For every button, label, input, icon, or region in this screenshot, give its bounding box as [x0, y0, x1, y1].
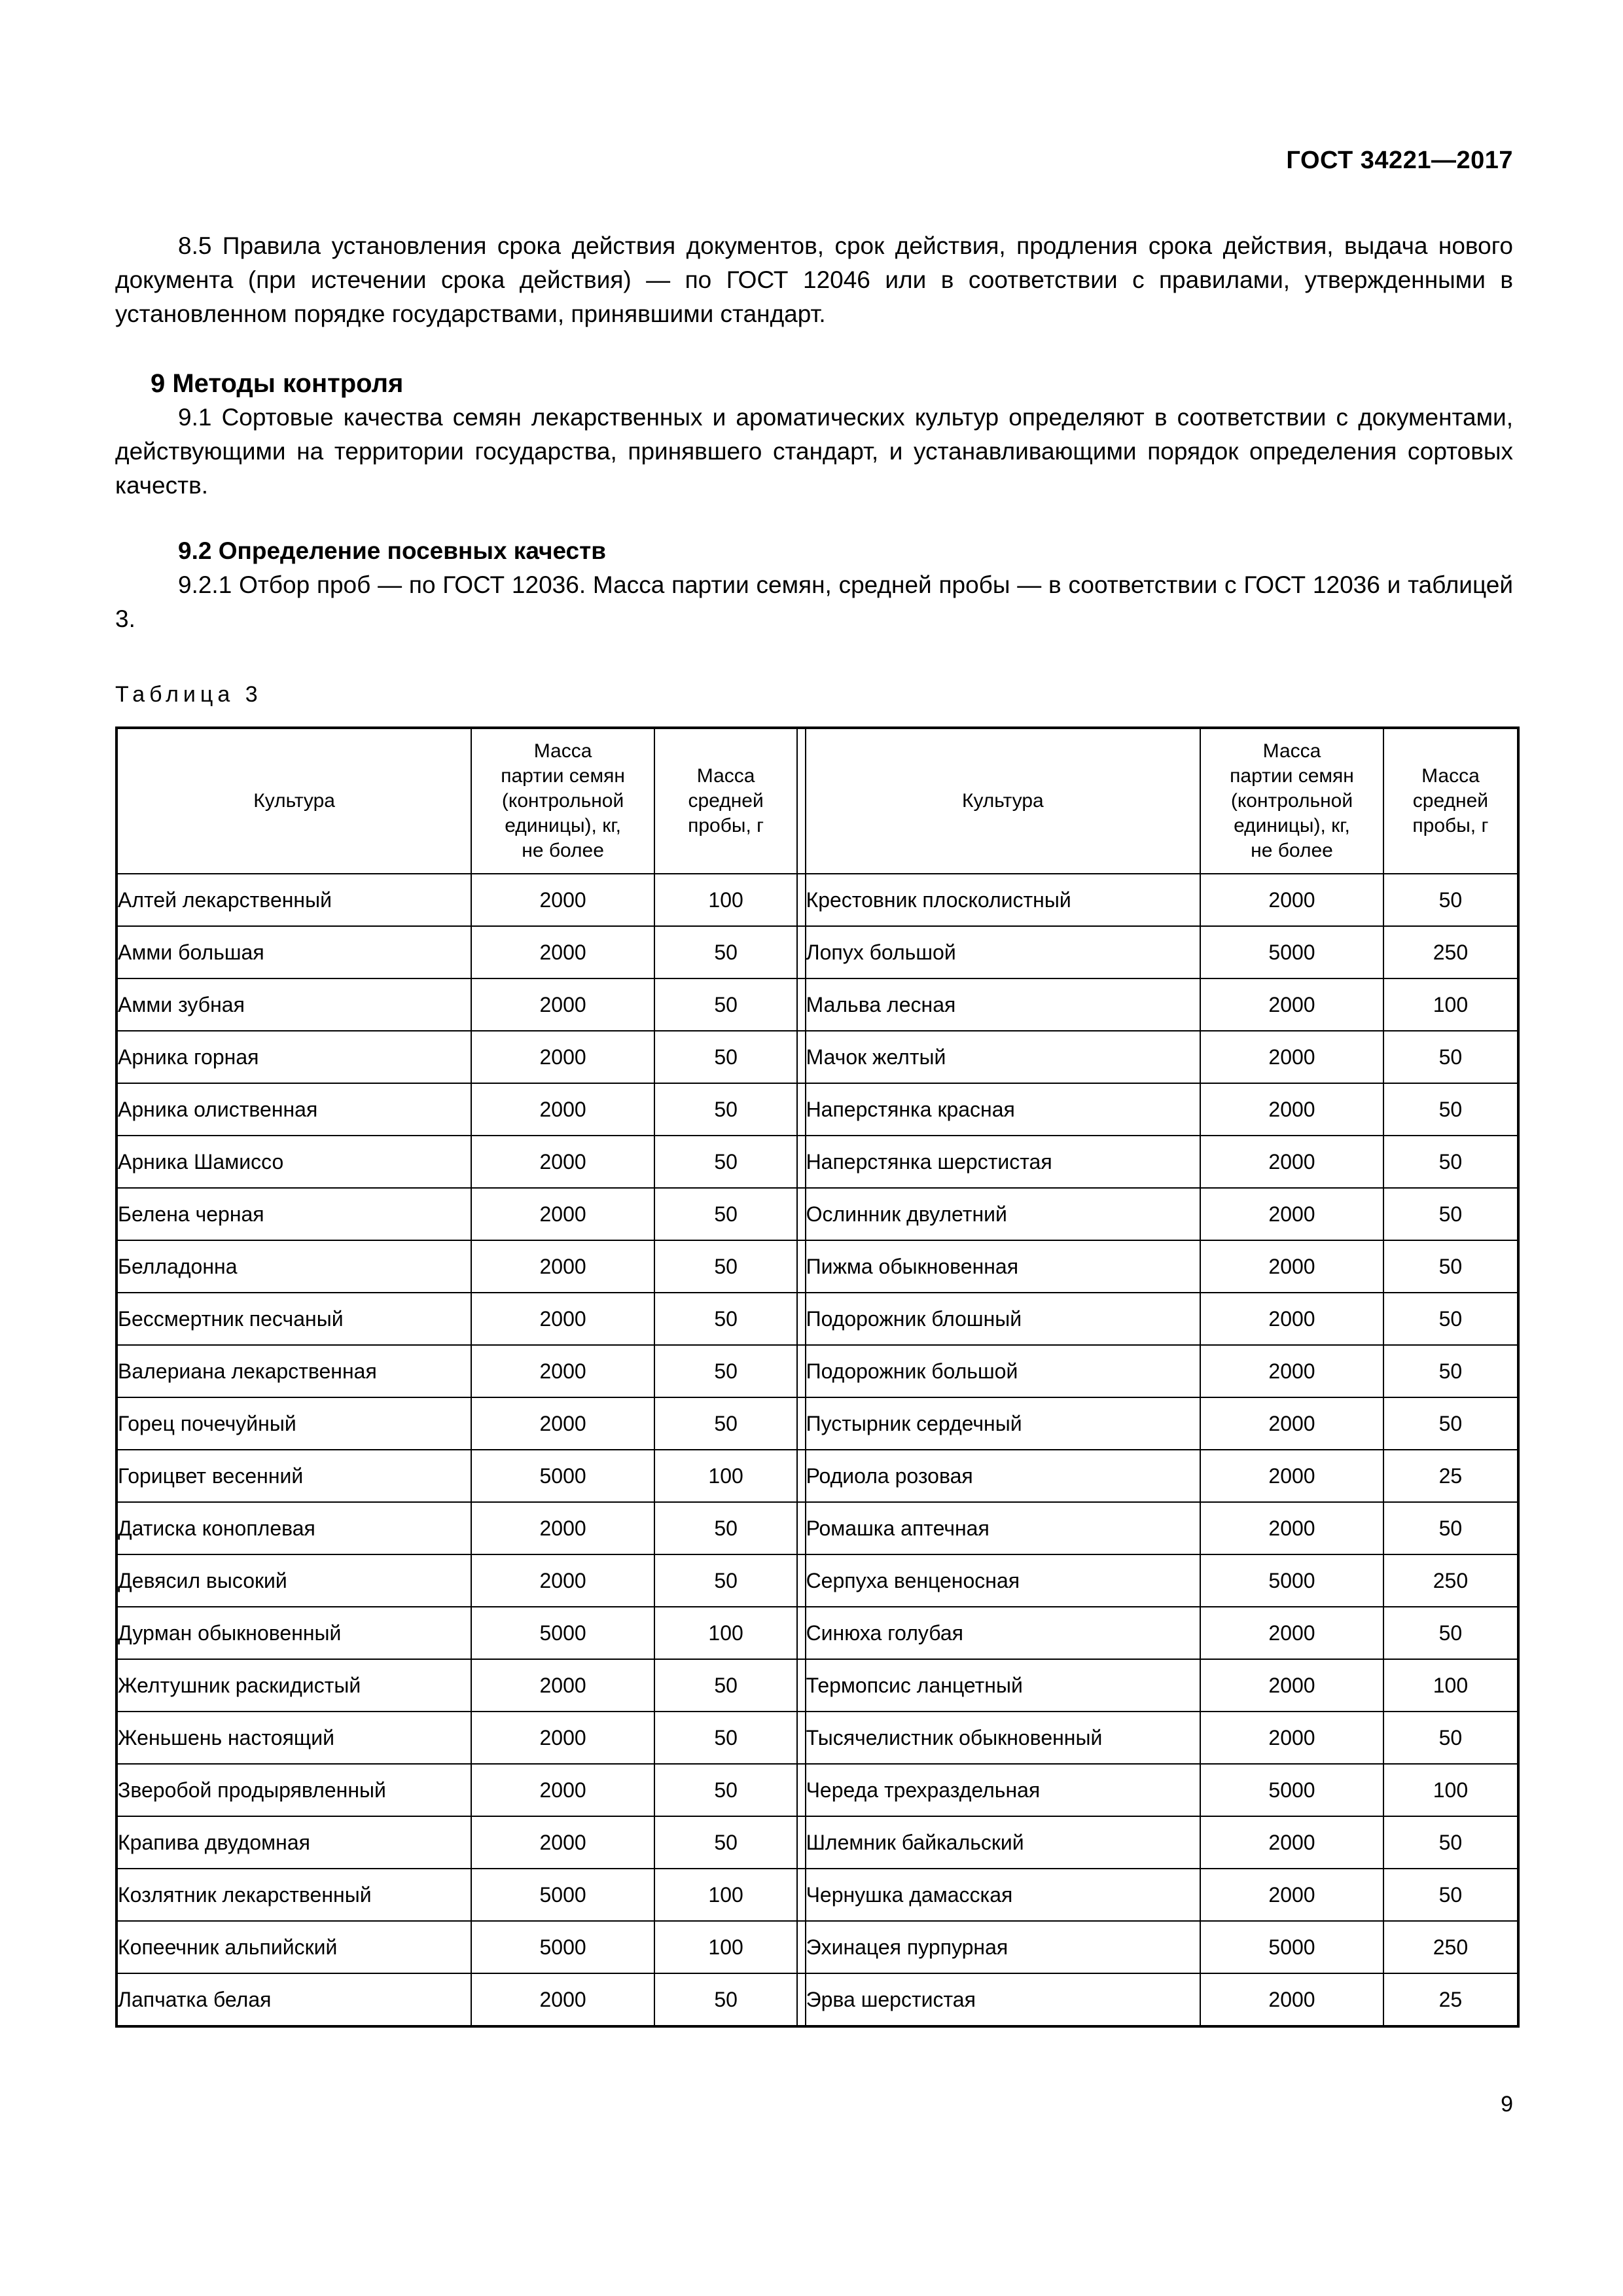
cell-culture-right: Родиола розовая — [806, 1450, 1201, 1502]
cell-mass-lot-left: 2000 — [471, 1816, 654, 1869]
cell-culture-right: Мачок желтый — [806, 1031, 1201, 1083]
table-center-divider — [797, 1083, 805, 1136]
cell-culture-right: Наперстянка красная — [806, 1083, 1201, 1136]
cell-culture-left: Копеечник альпийский — [116, 1921, 471, 1973]
table-center-divider — [797, 1450, 805, 1502]
cell-mass-sample-left: 50 — [654, 1502, 797, 1554]
cell-culture-left: Козлятник лекарственный — [116, 1869, 471, 1921]
cell-mass-sample-right: 100 — [1383, 1659, 1518, 1712]
cell-culture-right: Лопух большой — [806, 926, 1201, 978]
cell-culture-left: Лапчатка белая — [116, 1973, 471, 2026]
cell-mass-lot-right: 2000 — [1200, 1450, 1383, 1502]
cell-mass-lot-right: 2000 — [1200, 1502, 1383, 1554]
cell-culture-left: Арника Шамиссо — [116, 1136, 471, 1188]
cell-mass-sample-right: 50 — [1383, 1083, 1518, 1136]
subsection-heading-9-2: 9.2 Определение посевных качеств — [178, 537, 606, 564]
table-row — [116, 1450, 1518, 1502]
cell-mass-lot-right: 2000 — [1200, 1973, 1383, 2026]
cell-mass-sample-left: 50 — [654, 1554, 797, 1607]
header-line: (контрольной — [1230, 790, 1353, 812]
cell-mass-lot-left: 2000 — [471, 1136, 654, 1188]
column-header-mass-sample-left — [654, 728, 797, 874]
cell-mass-sample-right: 50 — [1383, 1031, 1518, 1083]
cell-mass-lot-left: 2000 — [471, 1345, 654, 1397]
cell-culture-right: Пижма обыкновенная — [806, 1240, 1201, 1293]
header-line: Масса — [1421, 765, 1480, 787]
cell-mass-sample-right: 250 — [1383, 1554, 1518, 1607]
cell-mass-lot-left: 2000 — [471, 1502, 654, 1554]
document-header-standard-id: ГОСТ 34221—2017 — [1286, 147, 1513, 174]
cell-culture-left: Амми зубная — [116, 978, 471, 1031]
table-center-divider — [797, 978, 805, 1031]
header-line: пробы, г — [688, 815, 764, 836]
cell-mass-lot-right: 2000 — [1200, 1659, 1383, 1712]
cell-mass-sample-right: 50 — [1383, 1816, 1518, 1869]
table-center-divider — [797, 1502, 805, 1554]
table-row — [116, 926, 1518, 978]
column-header-mass-lot-left — [471, 728, 654, 874]
paragraph-9-2-1: 9.2.1 Отбор проб — по ГОСТ 12036. Масса партии семян, средней пробы — в соответствии с ГОСТ 12036 и таблицей 3. — [115, 571, 1513, 632]
table-center-divider — [797, 1188, 805, 1240]
cell-mass-lot-right: 2000 — [1200, 874, 1383, 926]
table-row — [116, 1921, 1518, 1973]
cell-mass-sample-right: 25 — [1383, 1973, 1518, 2026]
cell-mass-sample-right: 100 — [1383, 1764, 1518, 1816]
table-center-divider — [797, 1764, 805, 1816]
cell-mass-lot-left: 2000 — [471, 1240, 654, 1293]
cell-mass-sample-left: 50 — [654, 1397, 797, 1450]
paragraph-9-1: 9.1 Сортовые качества семян лекарственных и ароматических культур определяют в соответствии с документами, действующими на территории государства, принявшего стандарт, и устанавливающими порядок определения сортовых качеств. — [115, 404, 1513, 499]
table-row — [116, 1345, 1518, 1397]
cell-culture-left: Горицвет весенний — [116, 1450, 471, 1502]
cell-mass-lot-left: 2000 — [471, 874, 654, 926]
cell-mass-lot-right: 2000 — [1200, 1607, 1383, 1659]
cell-mass-sample-left: 100 — [654, 1869, 797, 1921]
cell-mass-sample-left: 50 — [654, 1188, 797, 1240]
cell-culture-right: Термопсис ланцетный — [806, 1659, 1201, 1712]
cell-culture-right: Эхинацея пурпурная — [806, 1921, 1201, 1973]
cell-culture-left: Датиска коноплевая — [116, 1502, 471, 1554]
table-center-divider — [797, 1712, 805, 1764]
cell-mass-lot-left: 2000 — [471, 1083, 654, 1136]
cell-mass-lot-right: 2000 — [1200, 1816, 1383, 1869]
cell-mass-sample-right: 50 — [1383, 1293, 1518, 1345]
cell-culture-left: Крапива двудомная — [116, 1816, 471, 1869]
cell-mass-sample-right: 50 — [1383, 1397, 1518, 1450]
header-line: единицы), кг, — [505, 815, 621, 836]
table-head — [116, 728, 1518, 874]
cell-culture-right: Эрва шерстистая — [806, 1973, 1201, 2026]
cell-mass-sample-left: 50 — [654, 1973, 797, 2026]
cell-mass-lot-right: 2000 — [1200, 1869, 1383, 1921]
cell-mass-sample-left: 50 — [654, 1764, 797, 1816]
table-body — [116, 874, 1518, 2026]
cell-culture-left: Валериана лекарственная — [116, 1345, 471, 1397]
cell-mass-sample-right: 25 — [1383, 1450, 1518, 1502]
table-center-divider — [797, 1607, 805, 1659]
table-center-divider — [797, 1293, 805, 1345]
table-center-divider — [797, 1659, 805, 1712]
table-row — [116, 1659, 1518, 1712]
paragraph-8-5: 8.5 Правила установления срока действия документов, срок действия, продления срока действия, выдача нового документа (при истечении срока действия) — по ГОСТ 12046 или в соответствии с правилами, утвержденными в установленном порядке государствами, принявшими стандарт. — [115, 232, 1513, 327]
cell-culture-right: Мальва лесная — [806, 978, 1201, 1031]
header-line: пробы, г — [1412, 815, 1489, 836]
cell-mass-lot-left: 2000 — [471, 1659, 654, 1712]
cell-mass-sample-right: 50 — [1383, 1345, 1518, 1397]
cell-culture-right: Серпуха венценосная — [806, 1554, 1201, 1607]
header-line: Масса — [1262, 740, 1321, 762]
cell-culture-right: Крестовник плосколистный — [806, 874, 1201, 926]
cell-culture-right: Ослинник двулетний — [806, 1188, 1201, 1240]
cell-culture-left: Женьшень настоящий — [116, 1712, 471, 1764]
cell-mass-lot-right: 5000 — [1200, 1764, 1383, 1816]
cell-mass-lot-right: 2000 — [1200, 1188, 1383, 1240]
cell-culture-left: Дурман обыкновенный — [116, 1607, 471, 1659]
column-header-culture-left: Культура — [116, 728, 471, 874]
cell-culture-left: Алтей лекарственный — [116, 874, 471, 926]
cell-culture-right: Тысячелистник обыкновенный — [806, 1712, 1201, 1764]
cell-mass-sample-right: 50 — [1383, 1869, 1518, 1921]
cell-mass-lot-right: 2000 — [1200, 978, 1383, 1031]
cell-mass-lot-left: 2000 — [471, 1293, 654, 1345]
cell-culture-right: Пустырник сердечный — [806, 1397, 1201, 1450]
table-row — [116, 1083, 1518, 1136]
header-line: не более — [1251, 840, 1333, 861]
header-line: не более — [522, 840, 604, 861]
cell-mass-sample-left: 50 — [654, 1136, 797, 1188]
table-row — [116, 1554, 1518, 1607]
table-row — [116, 1397, 1518, 1450]
cell-culture-right: Чернушка дамасская — [806, 1869, 1201, 1921]
table-center-divider — [797, 1345, 805, 1397]
table-center-divider — [797, 1136, 805, 1188]
table-center-divider — [797, 1816, 805, 1869]
table-row — [116, 978, 1518, 1031]
column-header-mass-lot-right — [1200, 728, 1383, 874]
header-line: средней — [688, 790, 764, 812]
column-header-culture-right: Культура — [806, 728, 1201, 874]
header-line: (контрольной — [501, 790, 624, 812]
cell-mass-lot-right: 2000 — [1200, 1397, 1383, 1450]
table-center-divider — [797, 1973, 805, 2026]
header-line: партии семян — [501, 765, 625, 787]
cell-mass-lot-left: 2000 — [471, 978, 654, 1031]
header-line: единицы), кг, — [1234, 815, 1350, 836]
cell-mass-sample-left: 50 — [654, 1083, 797, 1136]
cell-mass-sample-left: 50 — [654, 1816, 797, 1869]
cell-mass-sample-left: 50 — [654, 978, 797, 1031]
cell-mass-sample-left: 50 — [654, 1345, 797, 1397]
cell-mass-sample-right: 50 — [1383, 874, 1518, 926]
cell-mass-sample-left: 50 — [654, 1712, 797, 1764]
header-line: партии семян — [1230, 765, 1354, 787]
cell-culture-left: Бессмертник песчаный — [116, 1293, 471, 1345]
table-row — [116, 1502, 1518, 1554]
header-line: средней — [1412, 790, 1489, 812]
cell-mass-lot-right: 2000 — [1200, 1031, 1383, 1083]
cell-culture-left: Желтушник раскидистый — [116, 1659, 471, 1712]
cell-culture-right: Синюха голубая — [806, 1607, 1201, 1659]
cell-culture-left: Белладонна — [116, 1240, 471, 1293]
table-caption: Таблица 3 — [115, 682, 262, 707]
cell-mass-sample-left: 100 — [654, 1607, 797, 1659]
cell-mass-sample-right: 100 — [1383, 978, 1518, 1031]
cell-mass-sample-right: 50 — [1383, 1607, 1518, 1659]
page-number: 9 — [1501, 2092, 1513, 2117]
table-center-divider — [797, 926, 805, 978]
cell-mass-lot-right: 5000 — [1200, 926, 1383, 978]
cell-mass-sample-left: 50 — [654, 1293, 797, 1345]
cell-mass-sample-right: 50 — [1383, 1712, 1518, 1764]
cell-mass-lot-right: 2000 — [1200, 1136, 1383, 1188]
header-line: Масса — [533, 740, 592, 762]
cell-mass-sample-left: 50 — [654, 1659, 797, 1712]
section-heading-9: 9 Методы контроля — [151, 369, 404, 398]
cell-culture-right: Череда трехраздельная — [806, 1764, 1201, 1816]
table-header-row — [116, 728, 1518, 874]
column-header-mass-sample-right — [1383, 728, 1518, 874]
table-row — [116, 874, 1518, 926]
table-center-divider — [797, 1031, 805, 1083]
cell-mass-lot-left: 5000 — [471, 1450, 654, 1502]
cell-culture-left: Арника олиственная — [116, 1083, 471, 1136]
table-center-divider — [797, 1554, 805, 1607]
cell-mass-lot-left: 2000 — [471, 1973, 654, 2026]
cell-mass-lot-left: 5000 — [471, 1607, 654, 1659]
table-3 — [115, 726, 1520, 2028]
table-row — [116, 1973, 1518, 2026]
table-row — [116, 1240, 1518, 1293]
cell-mass-lot-left: 2000 — [471, 1764, 654, 1816]
cell-culture-right: Ромашка аптечная — [806, 1502, 1201, 1554]
table-row — [116, 1188, 1518, 1240]
cell-mass-lot-left: 2000 — [471, 1397, 654, 1450]
cell-mass-sample-left: 100 — [654, 874, 797, 926]
cell-mass-lot-left: 5000 — [471, 1921, 654, 1973]
table-row — [116, 1293, 1518, 1345]
table-center-divider — [797, 874, 805, 926]
table-row — [116, 1607, 1518, 1659]
cell-mass-lot-right: 2000 — [1200, 1293, 1383, 1345]
cell-mass-lot-left: 2000 — [471, 1188, 654, 1240]
cell-mass-sample-right: 250 — [1383, 926, 1518, 978]
cell-mass-lot-right: 5000 — [1200, 1554, 1383, 1607]
table-center-divider — [797, 1869, 805, 1921]
cell-culture-left: Арника горная — [116, 1031, 471, 1083]
table-center-divider — [797, 1240, 805, 1293]
cell-mass-sample-left: 50 — [654, 1031, 797, 1083]
table-row — [116, 1712, 1518, 1764]
cell-culture-right: Наперстянка шерстистая — [806, 1136, 1201, 1188]
table-row — [116, 1764, 1518, 1816]
header-line: Масса — [696, 765, 755, 787]
table-row — [116, 1031, 1518, 1083]
cell-mass-sample-left: 50 — [654, 926, 797, 978]
table-row — [116, 1816, 1518, 1869]
table-row — [116, 1136, 1518, 1188]
cell-mass-sample-right: 50 — [1383, 1240, 1518, 1293]
cell-mass-lot-right: 2000 — [1200, 1345, 1383, 1397]
table-row — [116, 1869, 1518, 1921]
cell-mass-lot-right: 2000 — [1200, 1240, 1383, 1293]
cell-mass-sample-left: 100 — [654, 1450, 797, 1502]
table-center-divider — [797, 1397, 805, 1450]
cell-mass-sample-right: 50 — [1383, 1136, 1518, 1188]
cell-mass-sample-right: 50 — [1383, 1188, 1518, 1240]
cell-mass-lot-left: 2000 — [471, 1031, 654, 1083]
cell-mass-lot-left: 2000 — [471, 926, 654, 978]
cell-culture-left: Девясил высокий — [116, 1554, 471, 1607]
cell-mass-lot-left: 5000 — [471, 1869, 654, 1921]
cell-mass-lot-right: 2000 — [1200, 1712, 1383, 1764]
cell-culture-right: Шлемник байкальский — [806, 1816, 1201, 1869]
cell-culture-left: Амми большая — [116, 926, 471, 978]
cell-mass-lot-left: 2000 — [471, 1712, 654, 1764]
cell-mass-lot-right: 2000 — [1200, 1083, 1383, 1136]
cell-culture-right: Подорожник большой — [806, 1345, 1201, 1397]
cell-culture-right: Подорожник блошный — [806, 1293, 1201, 1345]
table-center-divider — [797, 728, 805, 874]
document-body — [115, 229, 1513, 2028]
cell-mass-sample-right: 250 — [1383, 1921, 1518, 1973]
cell-culture-left: Горец почечуйный — [116, 1397, 471, 1450]
cell-culture-left: Зверобой продырявленный — [116, 1764, 471, 1816]
cell-culture-left: Белена черная — [116, 1188, 471, 1240]
cell-mass-sample-left: 50 — [654, 1240, 797, 1293]
cell-mass-lot-right: 5000 — [1200, 1921, 1383, 1973]
table-center-divider — [797, 1921, 805, 1973]
cell-mass-sample-right: 50 — [1383, 1502, 1518, 1554]
cell-mass-lot-left: 2000 — [471, 1554, 654, 1607]
cell-mass-sample-left: 100 — [654, 1921, 797, 1973]
